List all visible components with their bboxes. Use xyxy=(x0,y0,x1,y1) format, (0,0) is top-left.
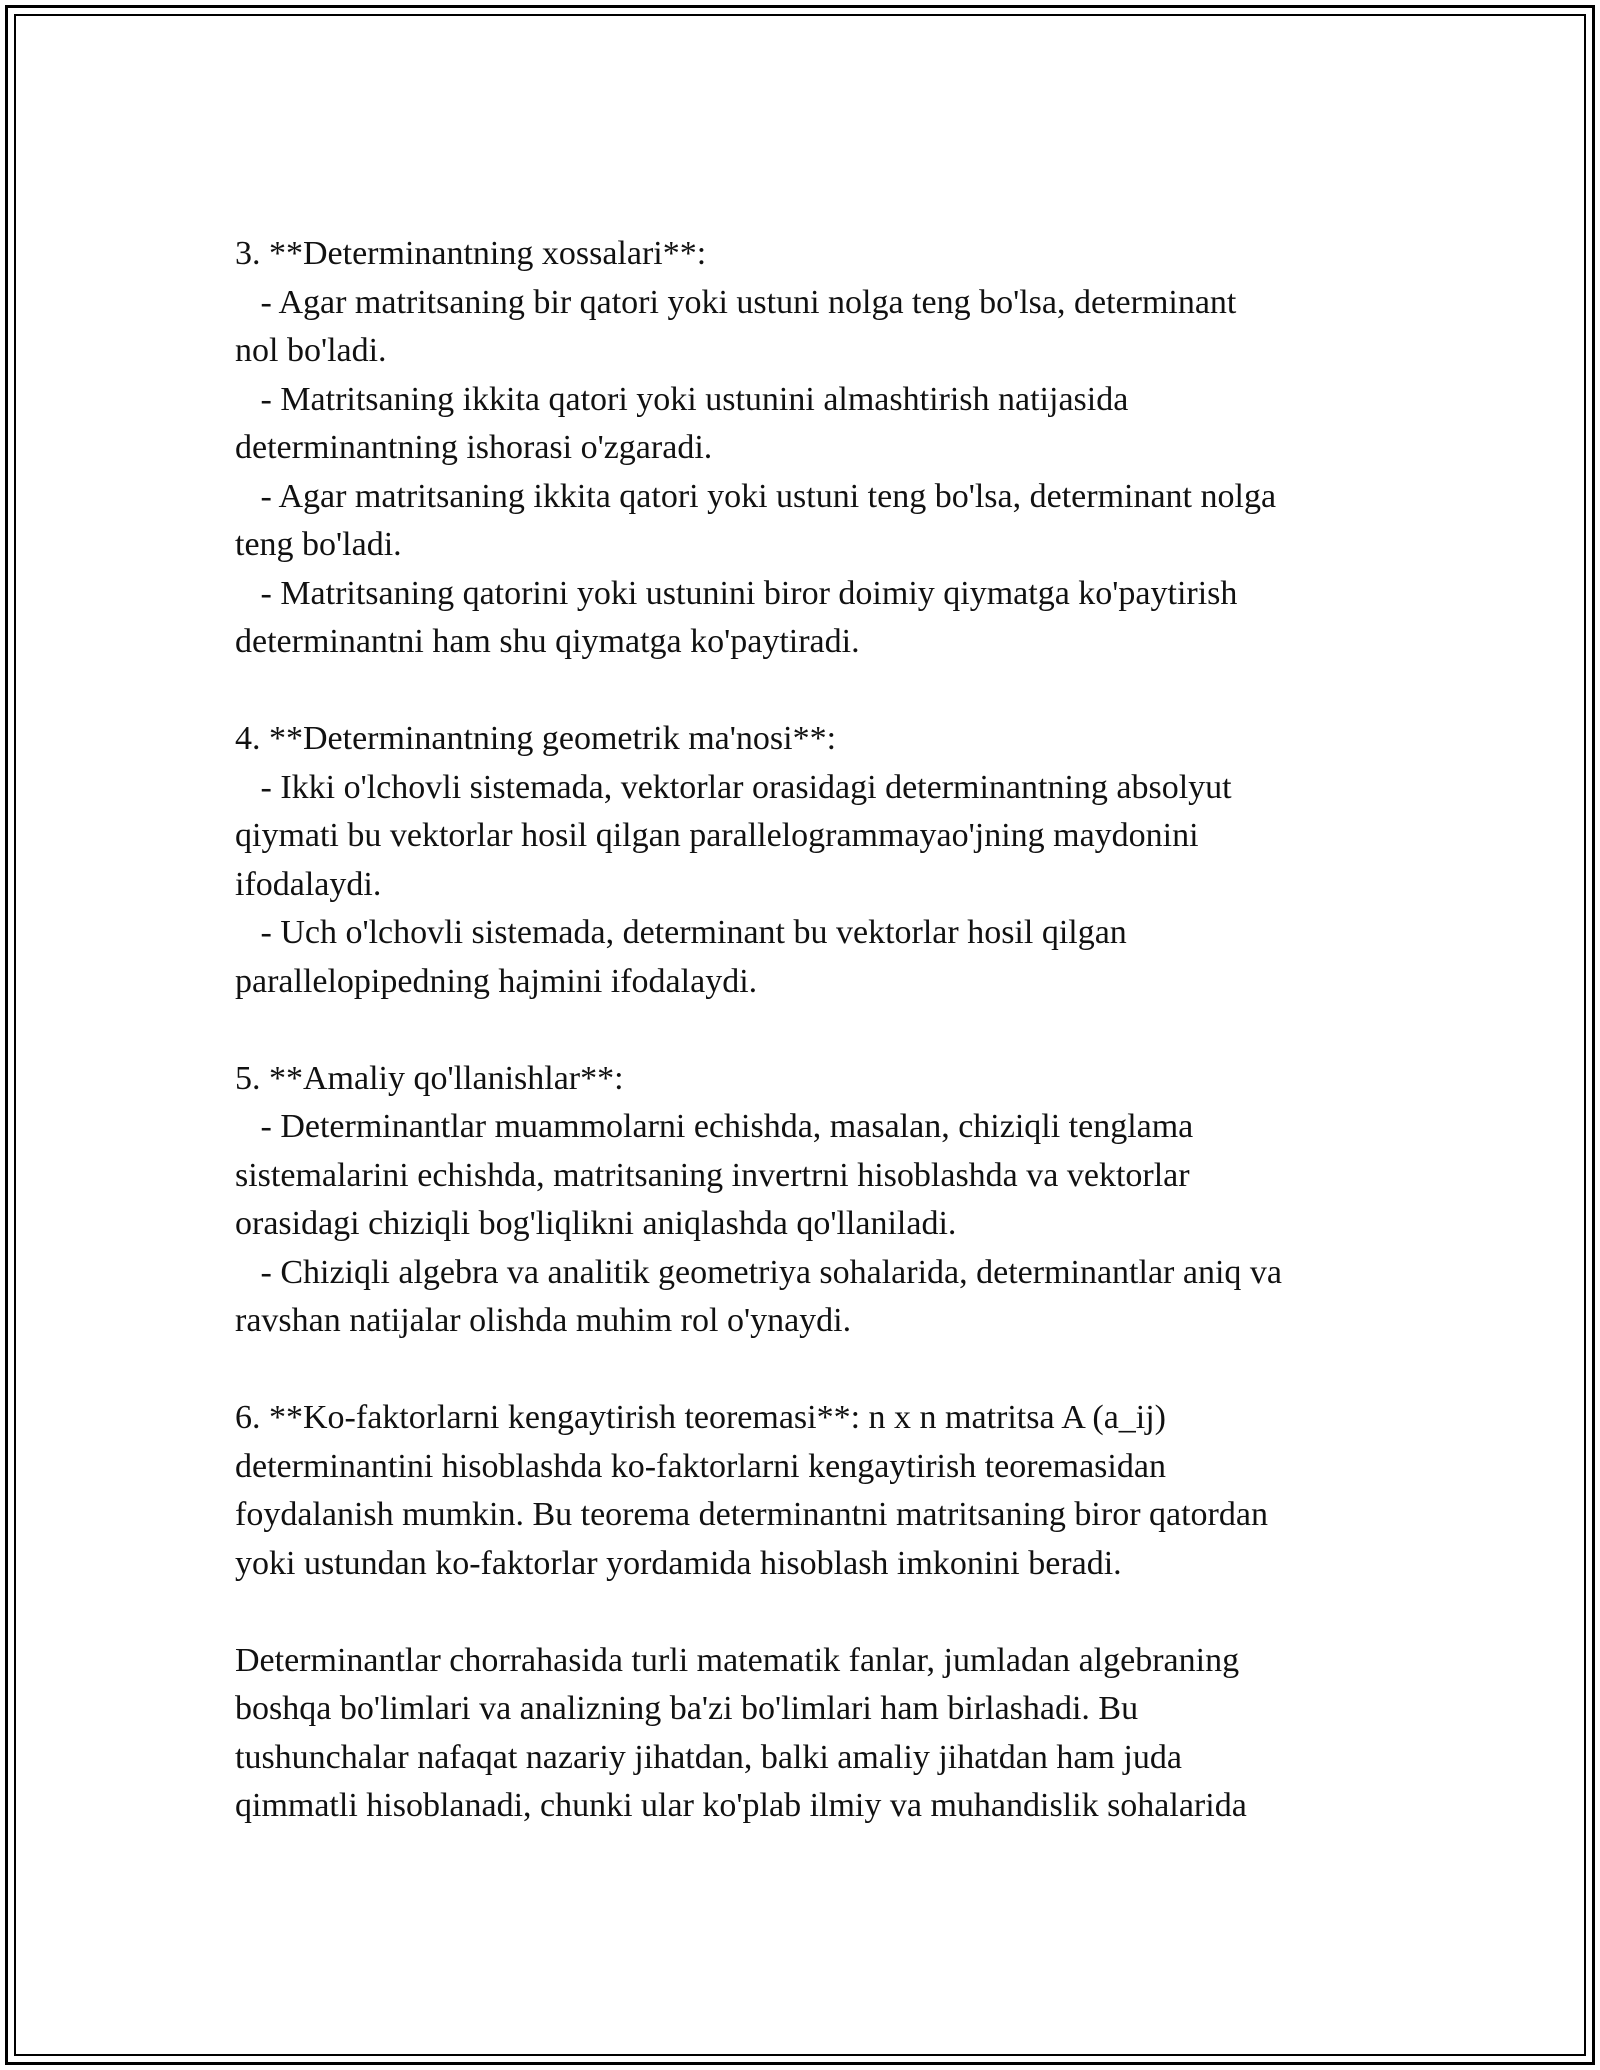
section-geometric-meaning xyxy=(235,715,1385,1006)
text-line: Determinantlar chorrahasida turli matematik fanlar, jumladan algebraning xyxy=(235,1641,1240,1679)
section-applications xyxy=(235,1055,1385,1346)
paragraph-gap xyxy=(235,1006,1385,1055)
section-heading: 3. **Determinantning xossalari**: xyxy=(235,235,707,272)
text-line: - Uch o'lchovli sistemada, determinant bu vektorlar hosil qilgan xyxy=(235,914,1127,951)
text-line: sistemalarini echishda, matritsaning invertrni hisoblashda va vektorlar xyxy=(235,1156,1190,1194)
text-line: foydalanish mumkin. Bu teorema determinantni matritsaning biror qatordan xyxy=(235,1496,1268,1533)
text-line: - Matritsaning ikkita qatori yoki ustunini almashtirish natijasida xyxy=(235,380,1129,418)
section-heading: 5. **Amaliy qo'llanishlar**: xyxy=(235,1059,624,1097)
text-line: qiymati bu vektorlar hosil qilgan parallelogrammayao'jning maydonini xyxy=(235,817,1199,854)
text-line: - Agar matritsaning ikkita qatori yoki ustuni teng bo'lsa, determinant nolga xyxy=(235,477,1277,515)
text-line: - Determinantlar muammolarni echishda, masalan, chiziqli tenglama xyxy=(235,1108,1194,1145)
text-line: - Matritsaning qatorini yoki ustunini biror doimiy qiymatga ko'paytirish xyxy=(235,574,1238,612)
text-line: tushunchalar nafaqat nazariy jihatdan, balki amaliy jihatdan ham juda xyxy=(235,1738,1182,1776)
text-line: orasidagi chiziqli bog'liqlikni aniqlashda qo'llaniladi. xyxy=(235,1205,957,1242)
section-cofactor-expansion xyxy=(235,1394,1385,1588)
text-line: ifodalaydi. xyxy=(235,865,382,903)
text-line: ravshan natijalar olishda muhim rol o'ynaydi. xyxy=(235,1302,852,1339)
text-line: yoki ustundan ko-faktorlar yordamida hisoblash imkonini beradi. xyxy=(235,1544,1122,1582)
text-line: - Agar matritsaning bir qatori yoki ustuni nolga teng bo'lsa, determinant xyxy=(235,283,1237,321)
document-body xyxy=(235,230,1385,1831)
text-line: nol bo'ladi. xyxy=(235,332,387,369)
paragraph-gap xyxy=(235,667,1385,716)
section-heading: 4. **Determinantning geometrik ma'nosi**: xyxy=(235,720,837,757)
text-line: - Ikki o'lchovli sistemada, vektorlar orasidagi determinantning absolyut xyxy=(235,768,1232,806)
section-heading: 6. **Ko-faktorlarni kengaytirish teoremasi**: n x n matritsa A (a_ij) xyxy=(235,1399,1166,1436)
text-line: boshqa bo'limlari va analizning ba'zi bo'limlari ham birlashadi. Bu xyxy=(235,1690,1139,1727)
paragraph-gap xyxy=(235,1588,1385,1637)
closing-paragraph xyxy=(235,1637,1385,1831)
section-properties xyxy=(235,230,1385,667)
text-line: teng bo'ladi. xyxy=(235,526,402,563)
text-line: parallelopipedning hajmini ifodalaydi. xyxy=(235,962,758,1000)
text-line: determinantini hisoblashda ko-faktorlarni kengaytirish teoremasidan xyxy=(235,1447,1166,1485)
text-line: determinantni ham shu qiymatga ko'paytiradi. xyxy=(235,623,860,660)
text-line: - Chiziqli algebra va analitik geometriya sohalarida, determinantlar aniq va xyxy=(235,1253,1282,1291)
paragraph-gap xyxy=(235,1346,1385,1395)
text-line: qimmatli hisoblanadi, chunki ular ko'plab ilmiy va muhandislik sohalarida xyxy=(235,1787,1247,1824)
text-line: determinantning ishorasi o'zgaradi. xyxy=(235,429,713,466)
